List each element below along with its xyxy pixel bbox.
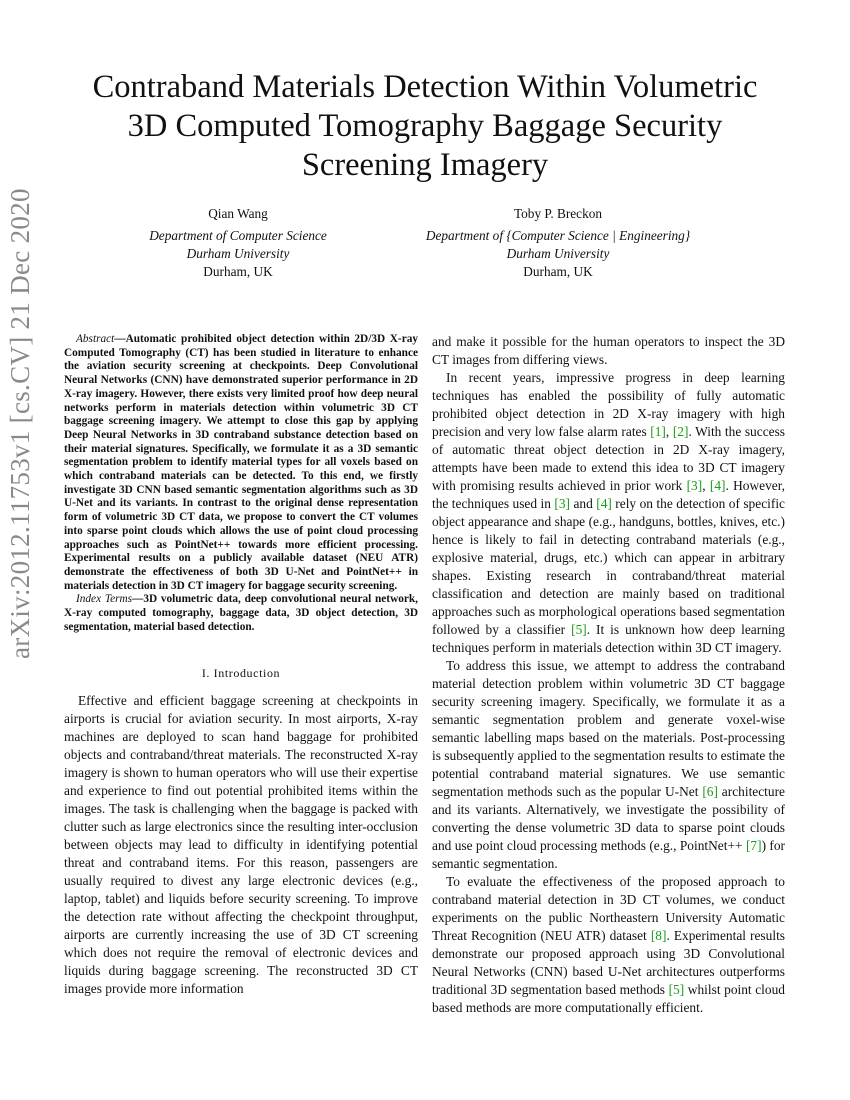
author-department: Department of {Computer Science | Engineering} xyxy=(425,228,691,243)
citation-link[interactable]: [4] xyxy=(709,478,726,493)
paragraph-continued: and make it possible for the human operators to inspect the 3D CT images from differing views. xyxy=(432,334,785,367)
citation-link[interactable]: [1] xyxy=(650,424,666,439)
paragraph-evaluate: To evaluate the effectiveness of the proposed approach to contraband material detection in 3D CT volumes, we conduct experiments on the public Northeastern University Automatic Threat Recognition (NEU ATR) dataset [8]. Experimental results demonstrate our proposed approach using 3D Convolutional Neural Networks (CNN) based U-Net architectures outperforms traditional 3D segmentation based methods [5] whilst point cloud based methods are more computationally efficient. xyxy=(432,874,785,1015)
author-university: Durham University xyxy=(506,246,610,261)
left-column xyxy=(64,333,418,998)
section-heading-introduction: I. Introduction xyxy=(201,666,281,681)
abstract-label: Abstract xyxy=(76,333,115,345)
citation-link[interactable]: [4] xyxy=(596,496,612,511)
author-name: Toby P. Breckon xyxy=(513,206,603,221)
author-department: Department of Computer Science xyxy=(149,228,327,243)
citation-link[interactable]: [8] xyxy=(650,928,667,943)
author-location: Durham, UK xyxy=(523,264,593,279)
right-column xyxy=(432,333,785,1017)
title-line: 3D Computed Tomography Baggage Security xyxy=(127,108,723,144)
citation-link[interactable]: [3] xyxy=(554,496,570,511)
abstract xyxy=(64,333,418,634)
author-block-1 xyxy=(118,205,358,281)
paragraph-recent-years: In recent years, impressive progress in deep learning techniques has enabled the possibility of fully automatic prohibited object detection in 2D X-ray imagery with high precision and very low false alarm rates [1], [2]. With the success of automatic threat object detection in 2D X-ray imagery, attempts have been made to extend this idea to 3D CT imagery with promising results achieved in prior work [3], [4]. However, the techniques used in [3] and [4] rely on the detection of specific object appearance and shape (e.g., handguns, bottles, knives, etc.) hence is likely to fail in detecting contraband materials (e.g., explosive material, drugs, etc.) which can appear in arbitrary shapes. Existing research in contraband/threat material classification and detection are mainly based on traditional approaches such as morphological operations based segmentation followed by a classifier [5]. It is unknown how deep learning techniques perform in materials detection within 3D CT imagery. xyxy=(432,370,786,655)
citation-link[interactable]: [3] xyxy=(686,478,703,493)
abstract-text: —Automatic prohibited object detection within 2D/3D X-ray Computed Tomography (CT) has been studied in literature to enhance the aviation security screening at checkpoints. Deep Convolutional Neural Networks (CNN) have demonstrated superior performance in 2D X-ray imagery. However, there exists very limited proof how deep neural networks perform in materials detection within volumetric 3D CT baggage screening imagery. We attempt to close this gap by applying Deep Neural Networks in 3D contraband substance detection based on their material signatures. Specifically, we formulate it as a 3D semantic segmentation problem to identify material types for all voxels based on which contraband materials can be detected. To this end, we firstly investigate 3D CNN based semantic segmentation algorithms such as 3D U-Net and its variants. In contrast to the original dense representation form of volumetric 3D CT data, we propose to convert the CT volumes into sparse point clouds which allows the use of point cloud processing approaches such as PointNet++ towards more efficient processing. Experimental results on a publicly available dataset (NEU ATR) demonstrate the effectiveness of both 3D U-Net and PointNet++ in materials detection in 3D CT imagery for baggage security screening. xyxy=(64,333,418,592)
title-line: Screening Imagery xyxy=(301,147,549,183)
index-terms-label: Index Terms xyxy=(76,593,133,606)
citation-link[interactable]: [5] xyxy=(668,982,685,997)
citation-link[interactable]: [2] xyxy=(672,424,689,439)
paragraph-address-issue: To address this issue, we attempt to address the contraband material detection problem within volumetric 3D CT baggage security screening imagery. Specifically, we formulate it as a semantic segmentation problem and generate voxel-wise semantic labelling maps based on the materials. Post-processing is subsequently applied to the segmentation results to estimate the potential contraband material signatures. We use semantic segmentation methods such as the popular U-Net [6] architecture and its variants. Alternatively, we investigate the possibility of converting the dense volumetric 3D data to sparse point clouds and use point cloud processing methods (e.g., PointNet++ [7]) for semantic segmentation. xyxy=(432,658,786,871)
author-university: Durham University xyxy=(186,246,290,261)
author-location: Durham, UK xyxy=(203,264,273,279)
citation-link[interactable]: [5] xyxy=(571,622,587,637)
index-terms-text: —3D volumetric data, deep convolutional neural network, X-ray computed tomography, baggage data, 3D object detection, 3D segmentation, material based detection. xyxy=(64,593,418,633)
intro-paragraph: Effective and efficient baggage screening at checkpoints in airports is crucial for aviation security. In most airports, X-ray machines are deployed to scan hand baggage for prohibited objects and contraband/threat materials. The reconstructed X-ray imagery is shown to human operators who will use their expertise and experience to find out potential prohibited items within the images. The task is challenging when the baggage is packed with clutter such as large electronics since the resulting inter-occlusion between objects may lead to difficulty in identifying potential threat and contraband items. For this reason, passengers are usually required to divest any large electronic devices (e.g., laptop, tablet) and liquids before security screening. To improve the detection rate without affecting the checkpoint throughput, airports are currently increasing the use of 3D CT screening which does not require the removal of electronic devices and liquids during baggage screening. The reconstructed 3D CT images provide more information xyxy=(64,693,418,997)
author-block-2 xyxy=(380,205,736,281)
citation-link[interactable]: [6] xyxy=(702,784,718,799)
citation-link[interactable]: [7] xyxy=(745,838,762,853)
title-line: Contraband Materials Detection Within Volumetric xyxy=(92,69,758,105)
arxiv-identifier: arXiv:2012.11753v1 [cs.CV] 21 Dec 2020 xyxy=(5,188,35,659)
author-name: Qian Wang xyxy=(208,206,268,221)
paper-title xyxy=(60,68,790,185)
